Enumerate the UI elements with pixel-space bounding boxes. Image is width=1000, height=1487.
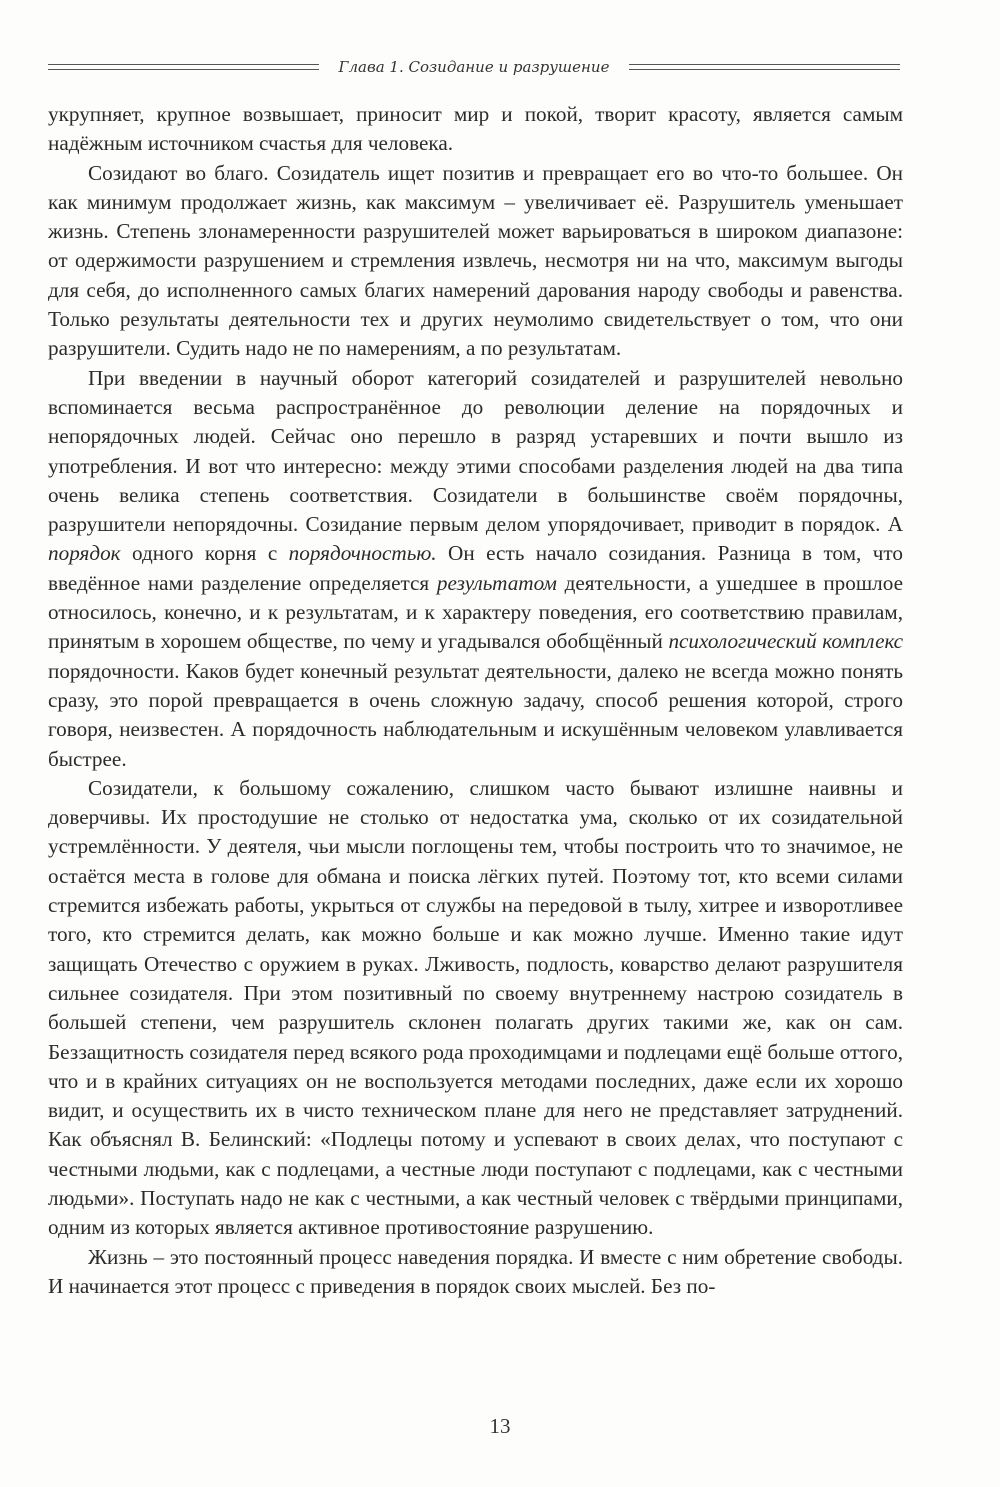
- paragraph-5: Жизнь – это постоянный процесс наведения порядка. И вместе с ним обретение свободы. И начинается этот процесс с приведения в порядок своих мыслей. Без по-: [48, 1244, 903, 1298]
- paragraph-1: укрупняет, крупное возвышает, приносит мир и покой, творит красоту, является самым надёжным источником счастья для человека.: [48, 102, 903, 156]
- paragraph-3-text: порядочности. Каков будет конечный результат деятельности, далеко не всегда можно понять сразу, это порой превращается в очень сложную задачу, способ решения которой, строго говоря, неизвестен. А порядочность наблюдательным и искушённым человеком улавливается быстрее.: [48, 658, 903, 771]
- header-rule-right: [629, 64, 900, 70]
- paragraph-4: Созидатели, к большому сожалению, слишком часто бывают излишне наивны и доверчивы. Их простодушие не столько от недостатка ума, сколько от их созидательной устремлённости. У деятеля, чьи мысли поглощены тем, чтобы построить что то значимое, не остаётся места в голове для обмана и поиска лёгких путей. Поэтому тот, кто всеми силами стремится избежать работы, укрыться от службы на передовой в тылу, хитрее и изворотливее того, кто стремится делать, как можно больше и как можно лучше. Именно такие идут защищать Отечество с оружием в руках. Лживость, подлость, коварство делают разрушителя сильнее созидателя. При этом позитивный по своему внутреннему настрою созидатель в большей степени, чем разрушитель склонен полагать других такими же, как он сам. Беззащитность созидателя перед всякого рода проходимцами и подлецами ещё больше оттого, что и в крайних ситуациях он не воспользуется методами последних, даже если их хорошо видит, и осуществить их в чисто техническом плане для него не представляет затруднений. Как объяснял В. Белинский: «Подлецы потому и успевают в своих делах, что поступают с честными людьми, как с подлецами, а честные люди поступают с подлецами, как с честными людьми». Поступать надо не как с честными, а как честный человек с твёрдыми принципами, одним из которых является активное противостояние разрушению.: [48, 775, 903, 1240]
- paragraph-3-text: деятельности, а ушедшее в прошлое относилось, конечно, и к результатам, и к характеру поведения, его соответствию правилам, принятым в хорошем обществе, по чему и угадывался обобщённый: [48, 570, 903, 654]
- paragraph-3-italic-poryadochnost: порядочностью.: [288, 541, 437, 566]
- paragraph-3-italic-poryadok: порядок: [48, 541, 121, 566]
- paragraph-3-text: При введении в научный оборот категорий созидателей и разрушителей невольно вспоминается весьма распространённое до революции деление на порядочных и непорядочных людей. Сейчас оно перешло в разряд устаревших и почти вышло из употребления. И вот что интересно: между этими способами разделения людей на два типа очень велика степень соответствия. Созидатели в большинстве своём порядочны, разрушители непорядочны. Созидание первым делом упорядочивает, приводит в порядок. А: [48, 365, 903, 537]
- paragraph-3-italic-rezultat: результатом: [436, 570, 557, 595]
- header-rule-left: [48, 64, 319, 70]
- paragraph-3: [48, 364, 903, 774]
- running-title: Глава 1. Созидание и разрушение: [338, 58, 610, 76]
- paragraph-2: Созидают во благо. Созидатель ищет позитив и превращает его во что-то большее. Он как минимум продолжает жизнь, как максимум – увеличивает её. Разрушитель уменьшает жизнь. Степень злонамеренности разрушителей может варьироваться в широком диапазоне: от одержимости разрушением и стремления извлечь, несмотря ни на что, максимум выгоды для себя, до исполненного самых благих намерений дарования народу свободы и равенства. Только результаты деятельности тех и других неумолимо свидетельствует о том, что они разрушители. Судить надо не по намерениям, а по результатам.: [48, 160, 903, 361]
- paragraph-3-text: Он есть начало созидания. Разница в том, что введённое нами разделение определяется: [48, 541, 903, 595]
- page-number: 13: [489, 1414, 511, 1438]
- running-header: [48, 56, 900, 78]
- paragraph-3-text: одного корня с: [120, 541, 289, 566]
- body-text: [48, 100, 903, 1301]
- paragraph-3-italic-kompleks: психологический комплекс: [668, 629, 903, 654]
